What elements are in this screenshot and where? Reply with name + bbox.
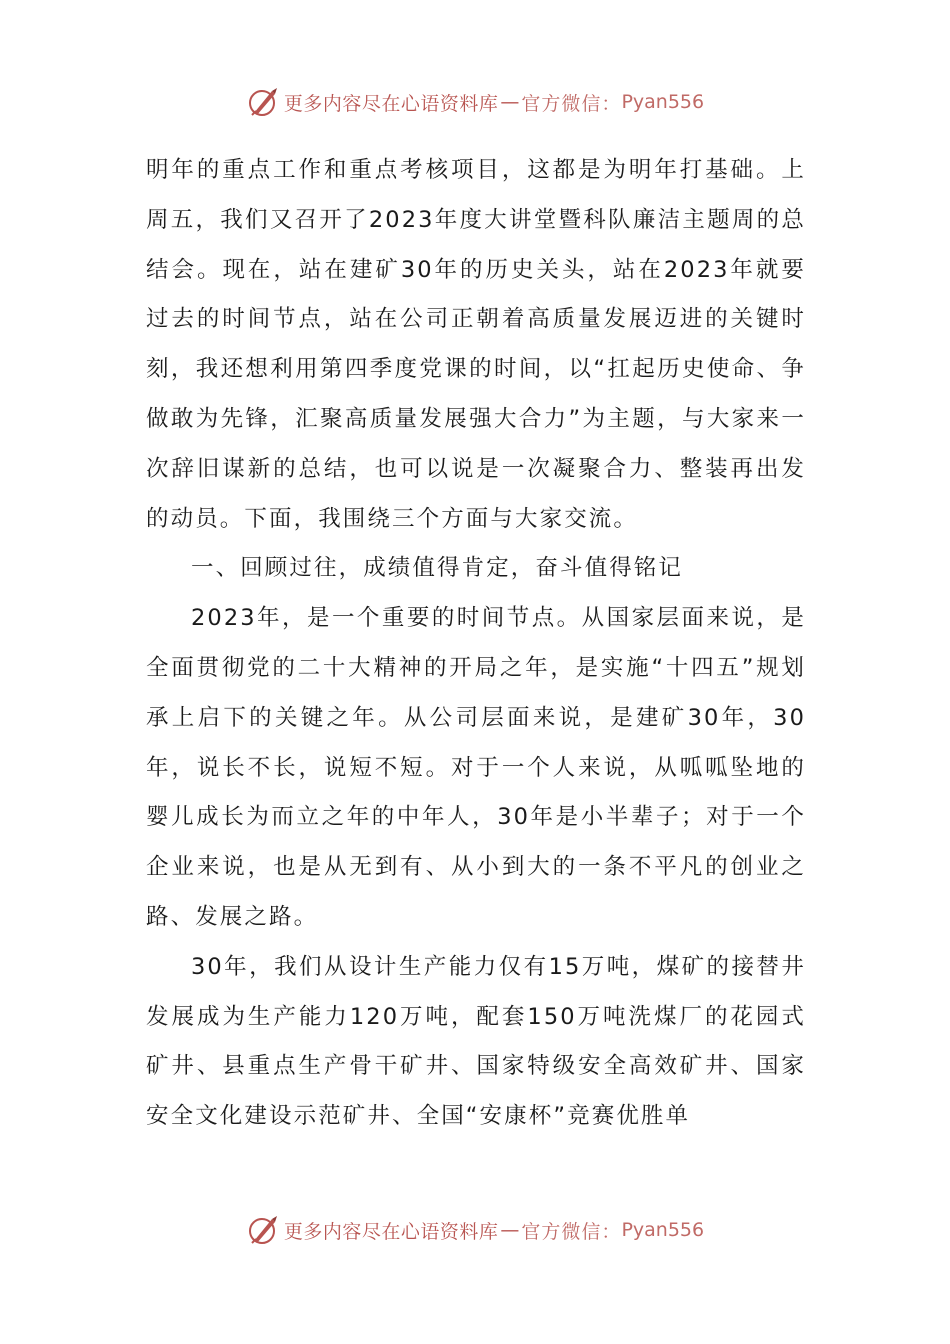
quill-logo-icon <box>246 1213 280 1247</box>
wechat-id: Pyan556 <box>621 1219 705 1241</box>
wechat-label: 官方微信： <box>521 92 622 115</box>
wechat-id: Pyan556 <box>621 91 705 113</box>
site-name: 更多内容尽在心语资料库 <box>283 1220 499 1243</box>
quill-logo-icon <box>246 85 280 119</box>
banner-dash: — <box>500 91 520 113</box>
document-body <box>146 146 806 1142</box>
section-heading: 一、回顾过往，成绩值得肯定，奋斗值得铭记 <box>191 555 684 582</box>
paragraph: 2023年，是一个重要的时间节点。从国家层面来说，是全面贯彻党的二十大精神的开局之年，是实施“十四五”规划承上启下的关键之年。从公司层面来说，是建矿30年，30年，说长不长，说短不短。对于一个人来说，从呱呱坠地的婴儿成长为而立之年的中年人，30年是小半辈子；对于一个企业来说，也是从无到有、从小到大的一条不平凡的创业之路、发展之路。 <box>146 605 806 930</box>
footer-banner <box>0 1210 950 1250</box>
banner-dash: — <box>500 1219 520 1241</box>
site-name: 更多内容尽在心语资料库 <box>283 92 499 115</box>
paragraph: 30年，我们从设计生产能力仅有15万吨，煤矿的接替井发展成为生产能力120万吨，配套150万吨洗煤厂的花园式矿井、县重点生产骨干矿井、国家特级安全高效矿井、国家安全文化建设示范矿井、全国“安康杯”竞赛优胜单 <box>146 953 806 1130</box>
header-banner <box>0 82 950 122</box>
wechat-label: 官方微信： <box>521 1220 622 1243</box>
paragraph-continuation: 明年的重点工作和重点考核项目，这都是为明年打基础。上周五，我们又召开了2023年度大讲堂暨科队廉洁主题周的总结会。现在，站在建矿30年的历史关头，站在2023年就要过去的时间节点，站在公司正朝着高质量发展迈进的关键时刻，我还想利用第四季度党课的时间，以“扛起历史使命、争做敢为先锋，汇聚高质量发展强大合力”为主题，与大家来一次辞旧谋新的总结，也可以说是一次凝聚合力、整装再出发的动员。下面，我围绕三个方面与大家交流。 <box>146 157 806 532</box>
